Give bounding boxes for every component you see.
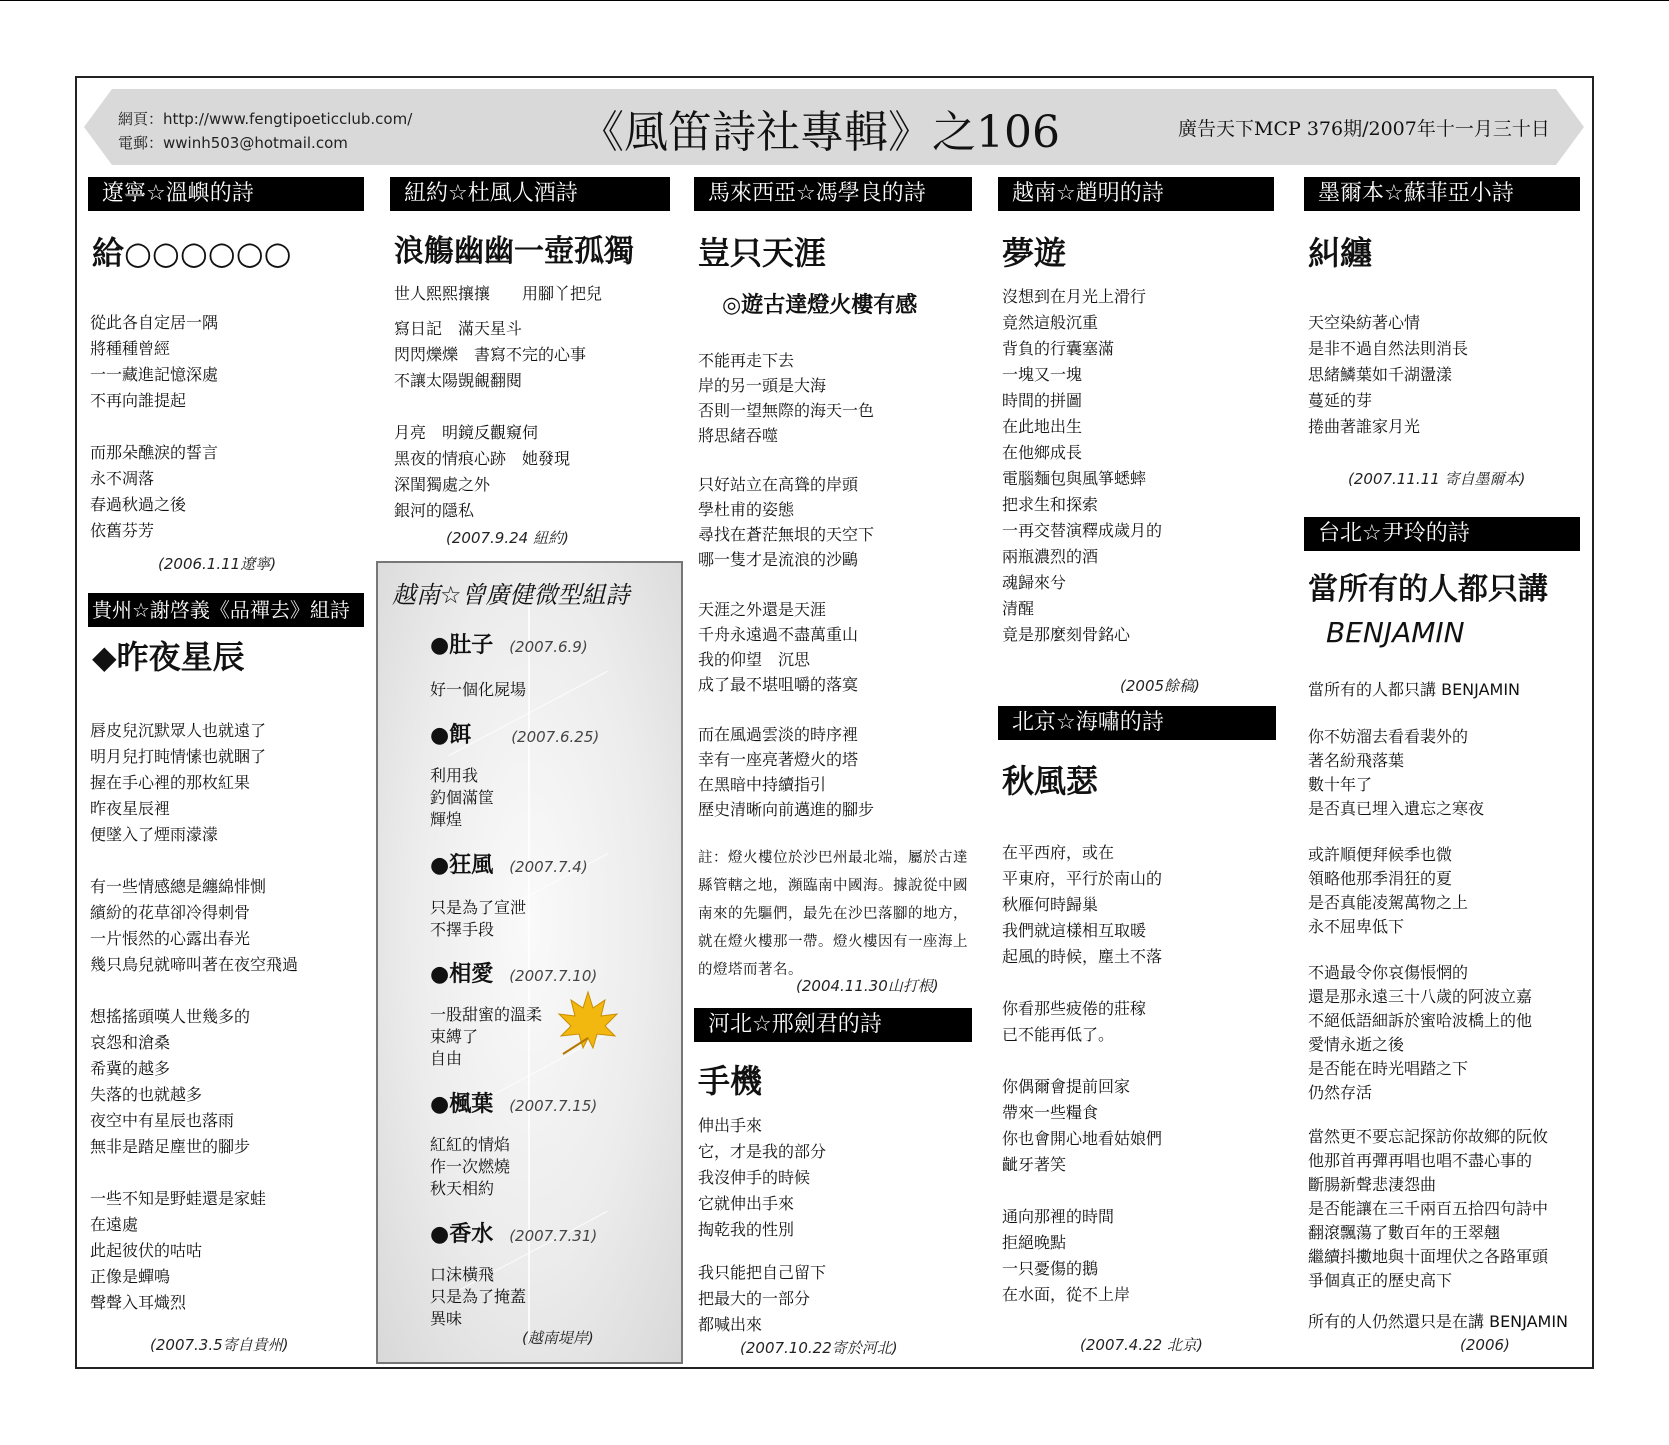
poem-title: 豈只天涯 — [698, 234, 827, 272]
stanza: 而在風過雲淡的時序裡 幸有一座亮著燈火的塔 在黑暗中持續指引 歷史清晰向前邁進的腳步 — [698, 725, 875, 819]
stanza: 有一些情感總是纏綿悱惻 繽紛的花草卻冷得刺骨 一片悵然的心露出春光 幾只鳥兒就啼叫著在夜空飛過 — [90, 877, 299, 974]
stanza: 一些不知是野蛙還是家蛙 在遠處 此起彼伏的咕咕 正像是蟬鳴 聲聲入耳熾烈 — [90, 1189, 267, 1312]
column-3 — [694, 177, 972, 211]
column-1 — [88, 177, 364, 211]
section-header: 馬來西亞☆馮學良的詩 — [694, 177, 972, 211]
poem-date: (2005餘稿) — [1120, 677, 1200, 695]
poem-title: 浪觴幽幽一壺孤獨 — [394, 234, 634, 269]
section-header: 貴州☆謝啓義《品禪去》組詩 — [88, 593, 364, 627]
micro-poem-title: ●肚子 (2007.6.9) — [430, 632, 588, 658]
poem-date: (2007.11.11 寄自墨爾本) — [1348, 470, 1526, 488]
section-header: 越南☆趙明的詩 — [998, 177, 1274, 211]
micro-poem-lines: 口沫橫飛 只是為了掩蓋 異味 — [430, 1265, 527, 1328]
stanza: 月亮 明鏡反觀窺伺 黑夜的情痕心跡 她發現 深閨獨處之外 銀河的隱私 — [394, 423, 571, 520]
stanza: 在平西府，或在 平東府，平行於南山的 秋雁何時歸巢 我們就這樣相互取暖 起風的時候，塵土不落 — [1002, 843, 1163, 966]
poem-date: (2004.11.30山打根) — [796, 977, 939, 995]
section-header: 紐約☆杜風人酒詩 — [390, 177, 670, 211]
contact-info — [118, 107, 412, 155]
maple-leaf-icon — [553, 988, 623, 1058]
poem-title: ◆昨夜星辰 — [92, 638, 245, 676]
stanza: 或許順便拜候季也微 領略他那季涓狂的夏 是否真能凌駕萬物之上 永不屈卑低下 — [1308, 845, 1469, 936]
stanza: 我只能把自己留下 把最大的一部分 都喊出來 — [698, 1263, 827, 1334]
footnote: 註：燈火樓位於沙巴州最北端，屬於古達縣管轄之地，瀕臨南中國海。據說從中國南來的先驅們，最先在沙巴落腳的地方，就在燈火樓那一帶。燈火樓因有一座海上的燈塔而著名。 — [698, 850, 968, 978]
section-header: 河北☆邢劍君的詩 — [694, 1008, 972, 1042]
poem-date: (2006.1.11遼寧) — [158, 555, 277, 573]
section-header: 墨爾本☆蘇菲亞小詩 — [1304, 177, 1580, 211]
poem-date: (2007.4.22 北京) — [1080, 1336, 1203, 1354]
column-4b — [998, 706, 1276, 740]
panel-date: (越南堤岸) — [522, 1329, 594, 1347]
stanza: 從此各自定居一隅 將種種曾經 一一藏進記憶深處 不再向誰提起 — [90, 313, 219, 410]
stanza: 不過最令你哀傷悵惘的 還是那永遠三十八歲的阿波立嘉 不絕低語細訴於蜜哈波橋上的他 愛情永逝之後 是否能在時光唱踏之下 仍然存活 — [1308, 963, 1533, 1102]
poem-title: 秋風瑟 — [1002, 762, 1099, 800]
website-text[interactable]: 網頁：http://www.fengtipoeticclub.com/ — [118, 110, 413, 128]
column-1b — [88, 593, 364, 627]
micro-poem-lines: 只是為了宣泄 不擇手段 — [430, 898, 527, 939]
micro-poem-title: ●香水 (2007.7.31) — [430, 1221, 598, 1247]
stanza: 而那朵醮淚的誓言 永不凋落 春過秋過之後 依舊芬芳 — [90, 443, 219, 540]
stanza: 伸出手來 它，才是我的部分 我沒伸手的時候 它就伸出手來 掏乾我的性別 — [698, 1116, 827, 1239]
stanza: 想搖搖頭嘆人世幾多的 哀怨和滄桑 希冀的越多 失落的也就越多 夜空中有星辰也落雨 無非是踏足塵世的腳步 — [90, 1007, 251, 1156]
stanza: 所有的人仍然還只是在講 BENJAMIN — [1308, 1312, 1569, 1331]
micro-poem-title: ●相愛 (2007.7.10) — [430, 961, 598, 987]
stanza: 你看那些疲倦的莊稼 已不能再低了。 — [1002, 999, 1147, 1044]
micro-poem-title: ●餌 (2007.6.25) — [430, 722, 600, 748]
stanza: 不能再走下去 岸的另一頭是大海 否則一望無際的海天一色 將思緒吞噬 — [698, 351, 875, 445]
micro-poem-title: ●楓葉 (2007.7.15) — [430, 1091, 598, 1117]
micro-poem-lines: 一股甜蜜的溫柔 束縛了 自由 — [430, 1005, 543, 1068]
issue-info: 廣告天下MCP 376期/2007年十一月三十日 — [1178, 118, 1550, 140]
poem-title: 手機 — [698, 1062, 763, 1100]
stanza: 通向那裡的時間 拒絕晚點 一只憂傷的鵝 在水面，從不上岸 — [1002, 1207, 1131, 1304]
column-2 — [390, 177, 670, 211]
poem-date: (2007.9.24 紐約) — [446, 529, 569, 547]
column-5b — [1304, 517, 1580, 551]
stanza: 天涯之外還是天涯 千舟永遠過不盡萬重山 我的仰望 沉思 成了最不堪咀嚼的落寞 — [698, 600, 859, 694]
stanza: 唇皮兒沉默眾人也就遠了 明月兒打盹情愫也就睏了 握在手心裡的那枚紅果 昨夜星辰裡 便墜入了煙雨濛濛 — [90, 721, 267, 844]
stanza: 天空染紡著心情 是非不過自然法則消長 思緒鱗葉如千湖盪漾 蔓延的芽 捲曲著誰家月光 — [1308, 313, 1469, 436]
stanza: 沒想到在月光上滑行 竟然這般沉重 背負的行囊塞滿 一塊又一塊 時間的拼圖 在此地出生 在他鄉成長 電腦麵包與風箏蟋蟀 把求生和探索 一再交替演釋成歲月的 兩瓶濃烈的酒 魂歸來兮 清醒 竟是那麼刻骨銘心 — [1002, 287, 1163, 644]
poem-subtitle: ◎遊古達燈火樓有感 — [722, 292, 918, 318]
micro-poem-lines: 好一個化屍場 — [430, 680, 527, 699]
email-text[interactable]: 電郵：wwinh503@hotmail.com — [118, 134, 348, 152]
column-3b — [694, 1008, 972, 1042]
poem-title: 糾纏 — [1308, 234, 1373, 272]
stanza: 只好站立在高聳的岸頭 學杜甫的姿態 尋找在蒼茫無垠的天空下 哪一隻才是流浪的沙鷗 — [698, 475, 875, 569]
top-rule — [0, 0, 1669, 1]
stanza: 當所有的人都只講 BENJAMIN — [1308, 680, 1521, 699]
poem-date: (2007.10.22寄於河北) — [740, 1339, 898, 1357]
micro-poem-title: ●狂風 (2007.7.4) — [430, 852, 588, 878]
stanza: 當然更不要忘記探訪你故鄉的阮攸 他那首再彈再唱也唱不盡心事的 斷腸新聲悲淒怨曲 是否能讓在三千兩百五拾四句詩中 翻滾飄蕩了數百年的王翠翹 繼續抖擻地與十面埋伏之各路軍頭 爭個真正的歷史高下 — [1308, 1127, 1549, 1290]
micro-poem-lines: 紅紅的情焰 作一次燃燒 秋天相約 — [430, 1135, 511, 1198]
poem-title: 當所有的人都只講 — [1308, 572, 1548, 607]
stanza: 世人熙熙攘攘 用腳丫把兒 — [394, 284, 603, 303]
stanza: 寫日記 滿天星斗 閃閃爍爍 書寫不完的心事 不讓太陽覬覦翻閱 — [394, 319, 587, 390]
micro-poem-lines: 利用我 釣個滿筐 輝煌 — [430, 766, 495, 829]
poem-subtitle: BENJAMIN — [1326, 616, 1465, 649]
section-header: 台北☆尹玲的詩 — [1304, 517, 1580, 551]
column-5 — [1304, 177, 1580, 211]
poem-title: 給○○○○○○ — [92, 234, 292, 272]
panel-title: 越南☆曾廣健微型組詩 — [392, 581, 630, 609]
page-title: 《風笛詩社專輯》之106 — [580, 107, 1060, 158]
column-4 — [998, 177, 1274, 211]
poem-title: 夢遊 — [1002, 234, 1067, 272]
stanza: 你不妨溜去看看裴外的 著名紛飛落葉 數十年了 是否真已埋入遺忘之寒夜 — [1308, 727, 1485, 818]
section-header: 遼寧☆溫嶼的詩 — [88, 177, 364, 211]
stanza: 你偶爾會提前回家 帶來一些糧食 你也會開心地看姑娘們 齜牙著笑 — [1002, 1077, 1163, 1174]
section-header: 北京☆海嘯的詩 — [998, 706, 1276, 740]
poem-date: (2006) — [1460, 1336, 1510, 1354]
poem-date: (2007.3.5寄自貴州) — [150, 1336, 289, 1354]
